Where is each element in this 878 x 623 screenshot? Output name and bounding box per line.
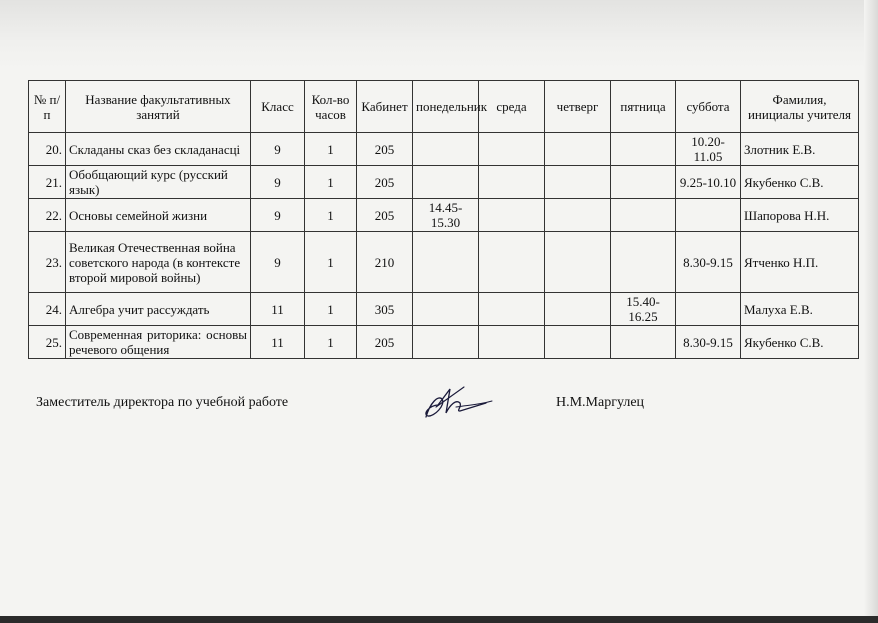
header-grade: Класс [251,81,305,133]
table-header-row [29,81,859,133]
wednesday-cell [479,232,545,293]
course-name: Складаны сказ без складанасці [66,133,251,166]
elective-schedule-table [28,80,859,359]
scan-shadow-right [864,0,878,623]
teacher-cell: Малуха Е.В. [741,293,859,326]
friday-cell [611,166,676,199]
monday-cell [413,133,479,166]
saturday-cell: 10.20-11.05 [676,133,741,166]
table-row [29,199,859,232]
monday-cell [413,293,479,326]
teacher-cell: Ятченко Н.П. [741,232,859,293]
grade-cell: 11 [251,326,305,359]
header-number: № п/п [29,81,66,133]
hours-cell: 1 [305,166,357,199]
grade-cell: 9 [251,199,305,232]
signatory-name: Н.М.Маргулец [556,395,645,410]
saturday-cell: 8.30-9.15 [676,326,741,359]
monday-cell [413,232,479,293]
friday-cell [611,326,676,359]
handwritten-signature [416,383,496,425]
saturday-cell [676,199,741,232]
table-row [29,232,859,293]
table-row [29,293,859,326]
header-wednesday: среда [479,81,545,133]
saturday-cell: 8.30-9.15 [676,232,741,293]
header-saturday: суббота [676,81,741,133]
row-number: 21. [29,166,66,199]
room-cell: 305 [357,293,413,326]
room-cell: 205 [357,133,413,166]
thursday-cell [545,232,611,293]
friday-cell: 15.40-16.25 [611,293,676,326]
row-number: 22. [29,199,66,232]
course-name: Современная риторика: основы речевого общения [66,326,251,359]
saturday-cell: 9.25-10.10 [676,166,741,199]
wednesday-cell [479,293,545,326]
row-number: 20. [29,133,66,166]
hours-cell: 1 [305,133,357,166]
monday-cell [413,326,479,359]
header-room: Кабинет [357,81,413,133]
friday-cell [611,133,676,166]
table-row [29,326,859,359]
wednesday-cell [479,326,545,359]
monday-cell [413,166,479,199]
room-cell: 210 [357,232,413,293]
thursday-cell [545,133,611,166]
monday-cell: 14.45-15.30 [413,199,479,232]
teacher-cell: Шапорова Н.Н. [741,199,859,232]
room-cell: 205 [357,326,413,359]
teacher-cell: Якубенко С.В. [741,326,859,359]
signatory-position: Заместитель директора по учебной работе [36,395,289,410]
scan-shadow-top [0,0,878,70]
thursday-cell [545,326,611,359]
hours-cell: 1 [305,232,357,293]
course-name: Обобщающий курс (русский язык) [66,166,251,199]
wednesday-cell [479,199,545,232]
hours-cell: 1 [305,326,357,359]
hours-cell: 1 [305,199,357,232]
grade-cell: 9 [251,232,305,293]
header-friday: пятница [611,81,676,133]
friday-cell [611,232,676,293]
thursday-cell [545,199,611,232]
course-name: Алгебра учит рассуждать [66,293,251,326]
wednesday-cell [479,133,545,166]
thursday-cell [545,293,611,326]
header-hours: Кол-во часов [305,81,357,133]
row-number: 24. [29,293,66,326]
grade-cell: 11 [251,293,305,326]
saturday-cell [676,293,741,326]
scan-edge-bottom [0,616,878,623]
wednesday-cell [479,166,545,199]
header-course-name: Название факультативных занятий [66,81,251,133]
row-number: 25. [29,326,66,359]
course-name: Основы семейной жизни [66,199,251,232]
grade-cell: 9 [251,166,305,199]
thursday-cell [545,166,611,199]
grade-cell: 9 [251,133,305,166]
table-row [29,166,859,199]
header-thursday: четверг [545,81,611,133]
header-teacher: Фамилия, инициалы учителя [741,81,859,133]
room-cell: 205 [357,166,413,199]
teacher-cell: Злотник Е.В. [741,133,859,166]
room-cell: 205 [357,199,413,232]
row-number: 23. [29,232,66,293]
teacher-cell: Якубенко С.В. [741,166,859,199]
hours-cell: 1 [305,293,357,326]
course-name: Великая Отечественная война советского народа (в контексте второй мировой войны) [66,232,251,293]
table-row [29,133,859,166]
header-monday: понедельник [413,81,479,133]
friday-cell [611,199,676,232]
